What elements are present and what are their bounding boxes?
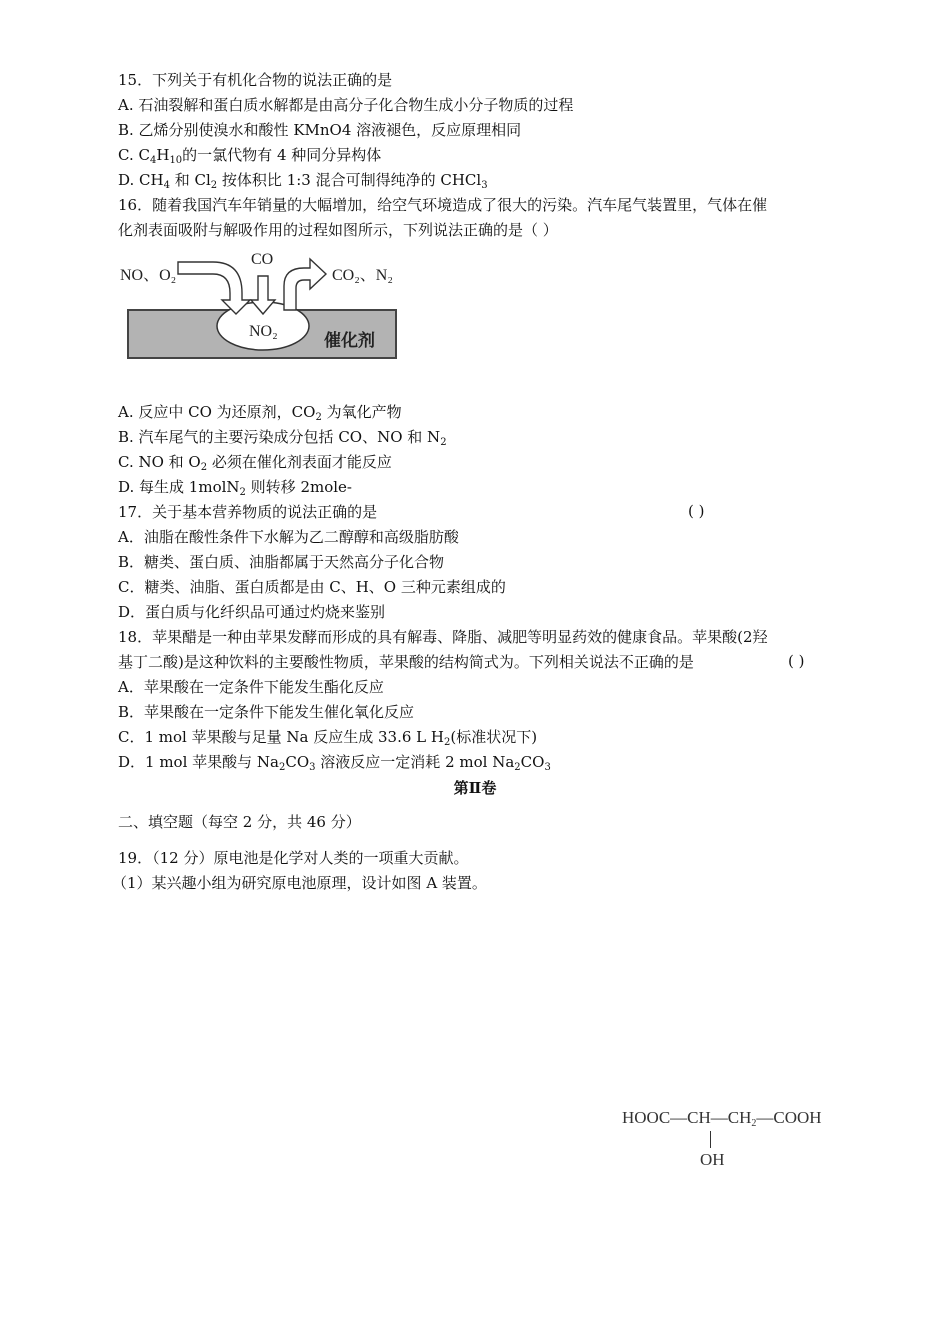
part2-title: 第Ⅱ卷 <box>453 779 497 797</box>
q18-answer-paren: ( ) <box>788 652 805 670</box>
text: C. NO 和 O <box>118 453 201 471</box>
no2-label: NO₂ <box>249 323 278 340</box>
q19-sub1: （1）某兴趣小组为研究原电池原理，设计如图 A 装置。 <box>112 874 487 892</box>
subscript: 2 <box>443 737 451 748</box>
text: 则转移 2mole- <box>245 478 352 496</box>
subscript: 2 <box>200 462 208 473</box>
subscript: 4 <box>149 155 157 166</box>
input-arrow <box>178 262 250 314</box>
text: 为氧化产物 <box>321 403 402 421</box>
q16-option-c <box>118 452 392 472</box>
q17-option-b: B．糖类、蛋白质、油脂都属于天然高分子化合物 <box>118 553 445 571</box>
text: 和 Cl <box>169 171 211 189</box>
subscript: 10 <box>169 155 183 166</box>
section2-heading: 二、填空题（每空 2 分，共 46 分） <box>118 813 361 831</box>
catalyst-diagram <box>118 248 408 363</box>
subscript: 3 <box>544 762 551 773</box>
text: 按体积比 1:3 混合可制得纯净的 CHCl <box>217 171 482 189</box>
text: H <box>156 146 170 164</box>
subscript: 3 <box>309 762 316 773</box>
q18-option-c <box>118 727 537 747</box>
q15-option-c <box>118 145 381 165</box>
text: C．1 mol 苹果酸与足量 Na 反应生成 33.6 L H <box>118 728 444 746</box>
subscript: 2 <box>210 180 218 191</box>
subscript: 4 <box>163 180 170 191</box>
text: B. 汽车尾气的主要污染成分包括 CO、NO 和 N <box>118 428 441 446</box>
q18-option-d <box>118 752 551 772</box>
text: C. C <box>118 146 150 164</box>
malic-acid-formula <box>622 1108 822 1128</box>
subscript: 2 <box>279 762 286 773</box>
output-arrow <box>284 259 326 310</box>
catalyst-label: 催化剂 <box>324 331 375 351</box>
q18-stem-line2: 基丁二酸)是这种饮料的主要酸性物质，苹果酸的结构简式为。下列相关说法不正确的是 <box>118 653 694 671</box>
q15-option-b: B. 乙烯分别使溴水和酸性 KMnO4 溶液褪色，反应原理相同 <box>118 121 522 139</box>
q18-option-a: A．苹果酸在一定条件下能发生酯化反应 <box>118 678 384 696</box>
q17-answer-paren: ( ) <box>688 502 705 520</box>
q16-option-a <box>118 402 402 422</box>
q15-stem: 15．下列关于有机化合物的说法正确的是 <box>118 71 393 89</box>
q17-stem: 17．关于基本营养物质的说法正确的是 <box>118 503 378 521</box>
output-gas-label: CO₂、N₂ <box>332 267 393 284</box>
text: CO <box>285 753 310 771</box>
q16-stem-line2: 化剂表面吸附与解吸作用的过程如图所示，下列说法正确的是（ ） <box>118 221 558 239</box>
hydroxyl-group: OH <box>700 1150 725 1169</box>
bond-line <box>710 1131 711 1148</box>
text: 的一氯代物有 4 种同分异构体 <box>182 146 382 164</box>
q15-option-a: A. 石油裂解和蛋白质水解都是由高分子化合物生成小分子物质的过程 <box>118 96 574 114</box>
input-gas-label: NO、O₂ <box>120 267 177 284</box>
subscript: 2 <box>315 412 322 423</box>
text: —COOH <box>756 1108 822 1127</box>
q19-stem: 19．（12 分）原电池是化学对人类的一项重大贡献。 <box>118 849 469 867</box>
q17-option-c: C．糖类、油脂、蛋白质都是由 C、H、O 三种元素组成的 <box>118 578 506 596</box>
q17-option-a: A．油脂在酸性条件下水解为乙二醇醇和高级脂肪酸 <box>118 528 459 546</box>
q16-option-d <box>118 477 352 497</box>
q16-stem-line1: 16．随着我国汽车年销量的大幅增加，给空气环境造成了很大的污染。汽车尾气装置里，气体在催 <box>118 196 768 214</box>
subscript: 3 <box>481 180 488 191</box>
subscript: 2 <box>440 437 447 448</box>
text: CO <box>520 753 545 771</box>
text: A. 反应中 CO 为还原剂，CO <box>118 403 316 421</box>
co-label: CO <box>251 251 274 268</box>
text: HOOC—CH—CH <box>622 1108 752 1127</box>
subscript: 2 <box>751 1118 757 1129</box>
q18-stem-line1: 18．苹果醋是一种由苹果发酵而形成的具有解毒、降脂、减肥等明显药效的健康食品。苹果酸(2羟 <box>118 628 768 646</box>
subscript: 2 <box>514 762 521 773</box>
text: 必须在催化剂表面才能反应 <box>207 453 392 471</box>
text: D．1 mol 苹果酸与 Na <box>118 753 279 771</box>
subscript: 2 <box>239 487 246 498</box>
q15-option-d <box>118 170 488 190</box>
q18-option-b: B．苹果酸在一定条件下能发生催化氧化反应 <box>118 703 415 721</box>
q16-option-b <box>118 427 447 447</box>
text: D. 每生成 1molN <box>118 478 240 496</box>
text: (标准状况下) <box>450 728 538 746</box>
text: D. CH <box>118 171 164 189</box>
q17-option-d: D．蛋白质与化纤织品可通过灼烧来鉴别 <box>118 603 386 621</box>
text: 溶液反应一定消耗 2 mol Na <box>315 753 515 771</box>
